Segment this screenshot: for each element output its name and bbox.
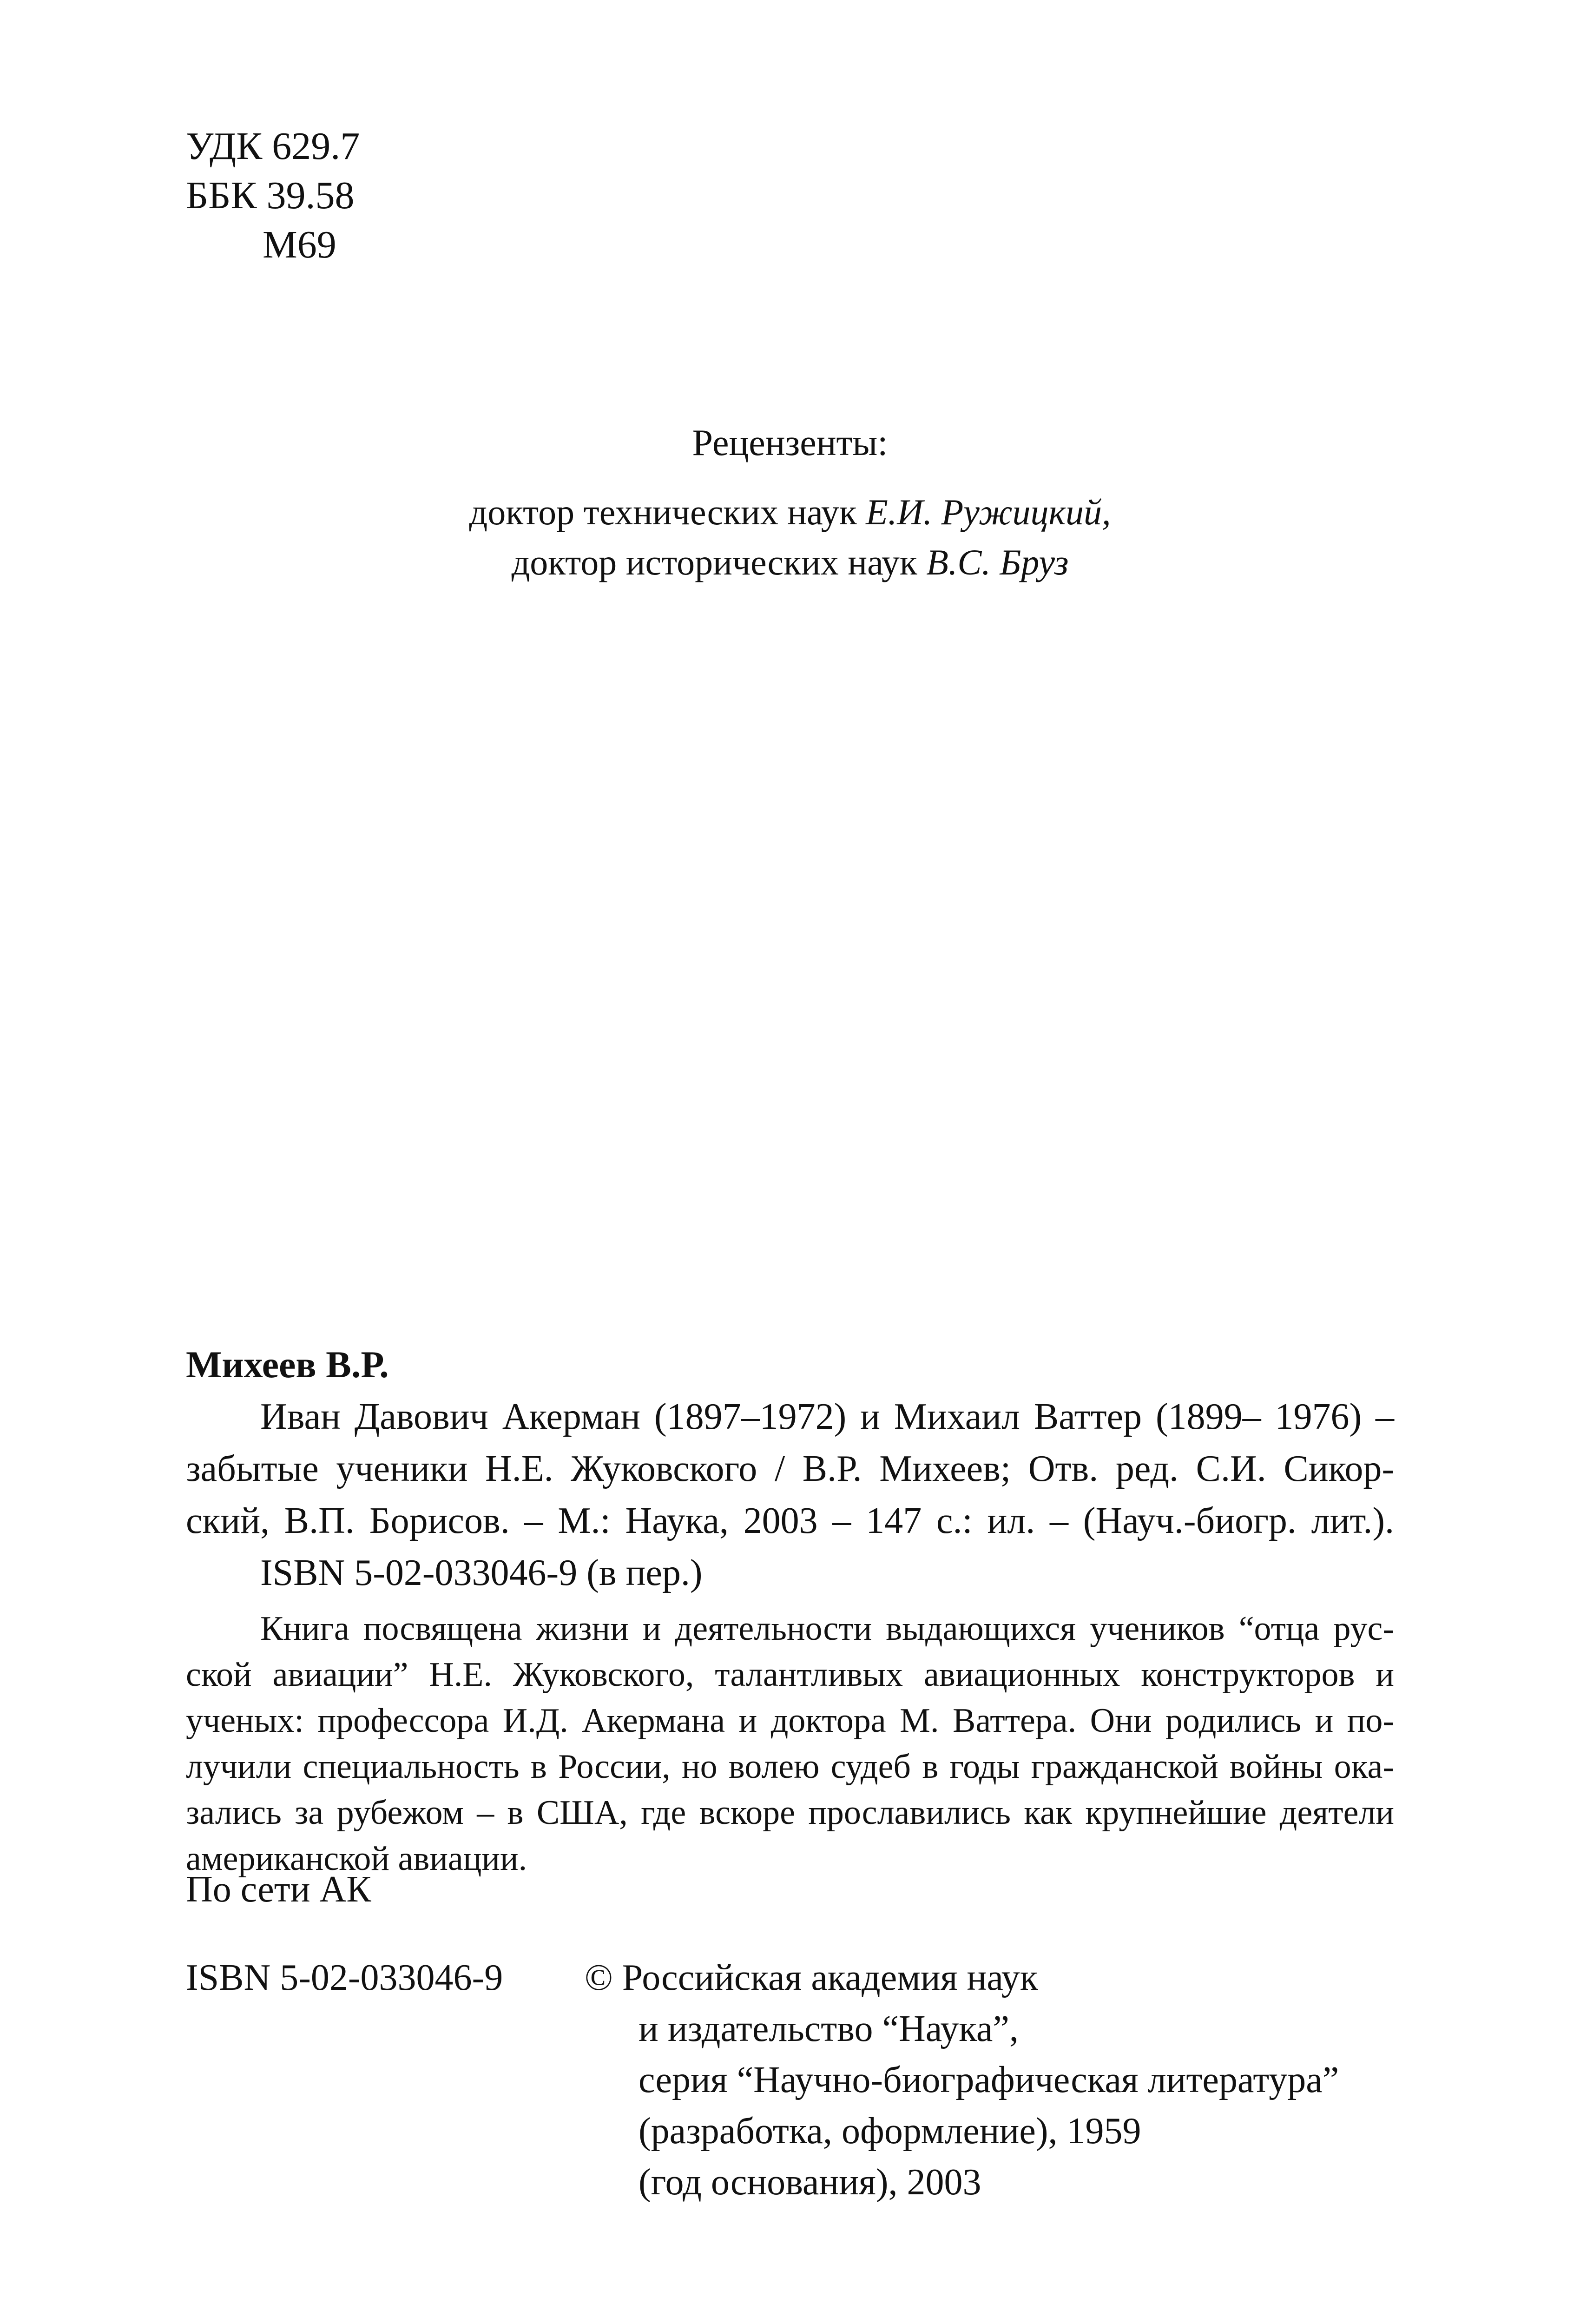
reviewer-1-name: Е.И. Ружицкий, [866, 492, 1111, 532]
reviewer-1 [0, 487, 1580, 537]
udk-code: УДК 629.7 [186, 125, 360, 168]
distribution-note: По сети АК [186, 1869, 371, 1910]
bbk-code: ББК 39.58 [186, 174, 355, 217]
bibliographic-record [186, 1339, 1394, 1599]
reviewer-2-name: В.С. Бруз [926, 542, 1069, 582]
annotation-line-2: ской авиации” Н.Е. Жуковского, талантливых авиационных конструкторов и [186, 1656, 1394, 1694]
record-line-2: забытые ученики Н.Е. Жуковского / В.Р. Михеев; Отв. ред. С.И. Сикор- [186, 1448, 1394, 1489]
reviewers-heading: Рецензенты: [692, 423, 888, 463]
copyright-line-3: серия “Научно-биографическая литература” [639, 2060, 1339, 2100]
annotation-line-4: лучили специальность в России, но волею судеб в годы гражданской войны ока- [186, 1748, 1394, 1786]
copyright-line-1: © Российская академия наук [585, 1957, 1038, 1998]
copyright-line-5: (год основания), 2003 [639, 2162, 981, 2203]
copyright-line-2: и издательство “Наука”, [639, 2008, 1019, 2049]
record-line-1: Иван Давович Акерман (1897–1972) и Михаил Ваттер (1899– 1976) – [260, 1396, 1394, 1437]
reviewer-2-degree: доктор исторических наук [511, 542, 927, 582]
reviewers-section [0, 417, 1580, 588]
annotation-line-1: Книга посвящена жизни и деятельности выдающихся учеников “отца рус- [260, 1610, 1394, 1648]
classification-codes [186, 122, 360, 270]
reviewer-2 [0, 537, 1580, 588]
annotation-line-6: американской авиации. [186, 1840, 527, 1878]
reviewers-list [0, 487, 1580, 588]
author-mark: М69 [263, 223, 336, 266]
footer-isbn: ISBN 5-02-033046-9 [186, 1957, 503, 1998]
copyright-line-4: (разработка, оформление), 1959 [639, 2111, 1141, 2152]
copyright-notice [585, 1952, 1339, 2208]
annotation-line-3: ученых: профессора И.Д. Акермана и доктора М. Ваттера. Они родились и по- [186, 1702, 1394, 1740]
record-author: Михеев В.Р. [186, 1343, 389, 1386]
record-isbn: ISBN 5-02-033046-9 (в пер.) [260, 1552, 703, 1593]
record-line-3: ский, В.П. Борисов. – М.: Наука, 2003 – 147 с.: ил. – (Науч.-биогр. лит.). [186, 1500, 1394, 1541]
annotation-line-5: зались за рубежом – в США, где вскоре прославились как крупнейшие деятели [186, 1794, 1394, 1832]
annotation [186, 1606, 1394, 1882]
reviewer-1-degree: доктор технических наук [469, 492, 866, 532]
